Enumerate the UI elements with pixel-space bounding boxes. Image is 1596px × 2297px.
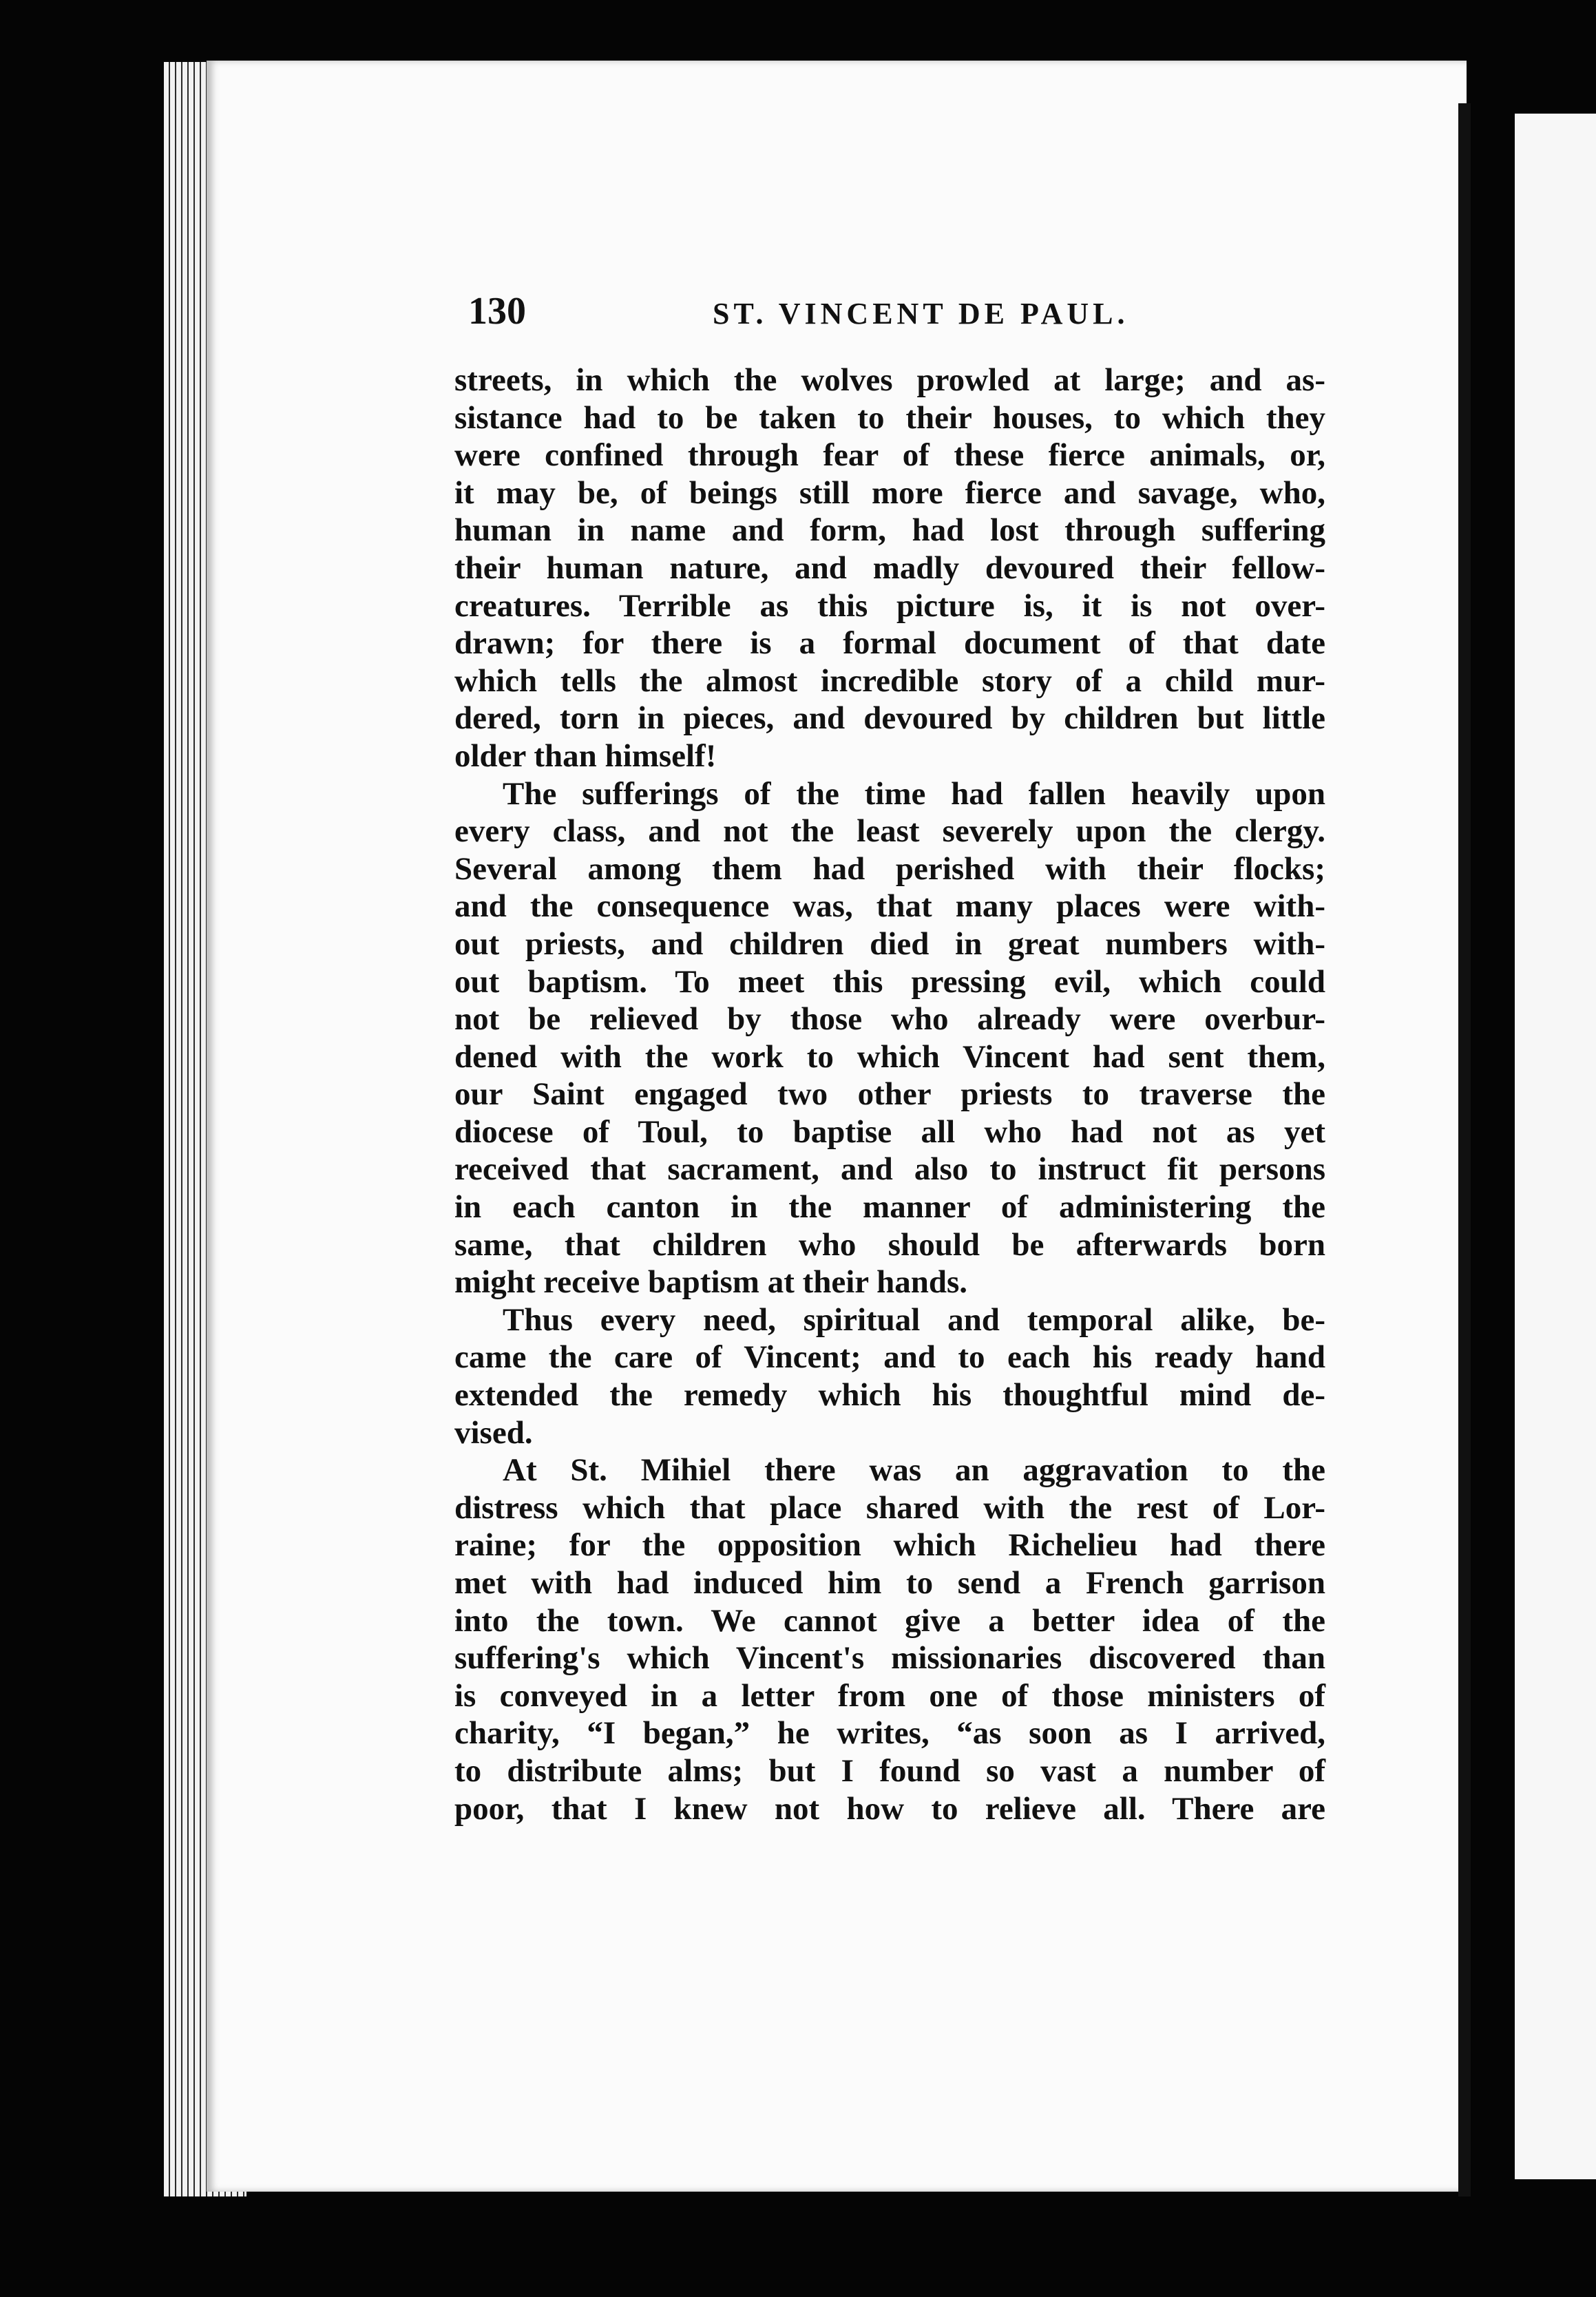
body-text xyxy=(454,361,1325,1827)
text-line: older than himself! xyxy=(454,737,717,774)
text-line: came the care of Vincent; and to each his ready hand xyxy=(454,1339,1325,1376)
text-line: extended the remedy which his thoughtful mind de- xyxy=(454,1377,1325,1414)
text-line: met with had induced him to send a French garrison xyxy=(454,1565,1325,1601)
text-line: The sufferings of the time had fallen heavily upon xyxy=(503,775,1325,812)
text-line: received that sacrament, and also to instruct fit persons xyxy=(454,1151,1325,1188)
text-line: diocese of Toul, to baptise all who had not as yet xyxy=(454,1113,1325,1150)
book-gutter xyxy=(1458,103,1471,2196)
text-line: it may be, of beings still more fierce and savage, who, xyxy=(454,474,1325,511)
text-line: their human nature, and madly devoured their fellow- xyxy=(454,549,1325,586)
page-number: 130 xyxy=(468,290,526,333)
page-header xyxy=(468,289,1329,337)
facing-page-edge xyxy=(1515,114,1596,2179)
text-line: out priests, and children died in great numbers with- xyxy=(454,925,1325,962)
text-line: in each canton in the manner of administering the xyxy=(454,1189,1325,1226)
text-line: our Saint engaged two other priests to traverse the xyxy=(454,1076,1325,1113)
running-title: ST. VINCENT DE PAUL. xyxy=(713,297,1129,331)
text-line: might receive baptism at their hands. xyxy=(454,1264,968,1301)
text-line: streets, in which the wolves prowled at large; and as- xyxy=(454,362,1325,398)
text-line: were confined through fear of these fierce animals, or, xyxy=(454,437,1325,474)
text-line: not be relieved by those who already were overbur- xyxy=(454,1001,1325,1038)
text-line: suffering's which Vincent's missionaries discovered than xyxy=(454,1640,1325,1677)
text-line: creatures. Terrible as this picture is, it is not over- xyxy=(454,587,1325,624)
text-line: charity, “I began,” he writes, “as soon as I arrived, xyxy=(454,1715,1325,1752)
text-line: which tells the almost incredible story of a child mur- xyxy=(454,662,1325,699)
text-line: dened with the work to which Vincent had sent them, xyxy=(454,1038,1325,1075)
text-line: sistance had to be taken to their houses, to which they xyxy=(454,399,1325,436)
text-line: At St. Mihiel there was an aggravation to the xyxy=(503,1452,1325,1489)
text-line: dered, torn in pieces, and devoured by children but little xyxy=(454,700,1325,737)
text-line: Several among them had perished with their flocks; xyxy=(454,850,1325,887)
text-line: Thus every need, spiritual and temporal alike, be- xyxy=(503,1301,1325,1338)
text-line: out baptism. To meet this pressing evil, which could xyxy=(454,963,1325,1000)
text-line: distress which that place shared with the rest of Lor- xyxy=(454,1489,1325,1526)
text-line: vised. xyxy=(454,1414,533,1451)
text-line: human in name and form, had lost through suffering xyxy=(454,512,1325,549)
text-line: into the town. We cannot give a better idea of the xyxy=(454,1602,1325,1639)
text-line: every class, and not the least severely upon the clergy. xyxy=(454,813,1325,850)
text-line: and the consequence was, that many places were with- xyxy=(454,888,1325,925)
text-line: raine; for the opposition which Richelieu had there xyxy=(454,1527,1325,1564)
text-line: to distribute alms; but I found so vast a number of xyxy=(454,1752,1325,1789)
text-line: drawn; for there is a formal document of that date xyxy=(454,625,1325,662)
text-line: is conveyed in a letter from one of those ministers of xyxy=(454,1677,1325,1714)
text-line: same, that children who should be afterwards born xyxy=(454,1226,1325,1263)
text-line: poor, that I knew not how to relieve all. There are xyxy=(454,1790,1325,1827)
